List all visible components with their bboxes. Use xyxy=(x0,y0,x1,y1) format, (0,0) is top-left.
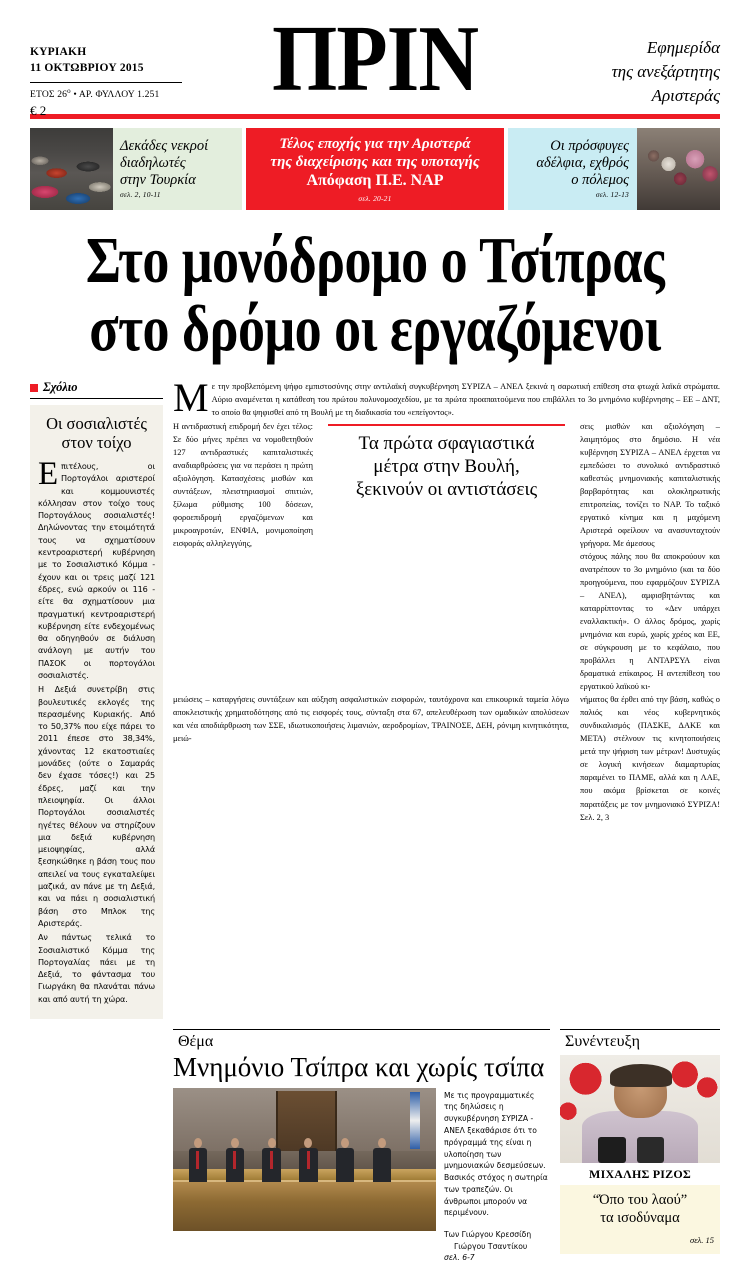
lead-paragraph: Με την προβλεπόμενη ψήφο εμπιστοσύνης στην αντιλαϊκή συγκυβέρνηση ΣΥΡΙΖΑ – ΑΝΕΛ ξεκινά η σαρωτική επίθεση στα φτωχά λαϊκά στρώματα. Αύριο αναμένεται η κατάθεση του πρώτου πολυνομοσχεδίου, με τα πρώτα προαπαιτούμενα που επιβάλλει το 3ο μνημόνιο κυβέρνησης – ΕΕ – ΔΝΤ, το οποίο θα ψηφισθεί από τη Βουλή με τη διαδικασία του «επείγοντος». xyxy=(173,375,720,420)
subheadline xyxy=(328,432,565,502)
teaser-turkey-line-1: Δεκάδες νεκροί xyxy=(120,138,209,155)
commentary-paragraph: Επιτέλους, οι Πορτογάλοι αριστεροί και κομμουνιστές κόλλησαν στον τοίχο τους Πορτογάλους σοσιαλιστές! Δηλώνοντας την ετοιμότητά τους να σχηματίσουν κεντροαριστερή κυβέρνηση με το Σοσιαλιστικό Κόμμα - έχουν και οι τρεις μαζί 121 έδρες, ενώ αρκούν οι 116 - είτε θα σχηματίσουν μια πραγματική κεντροαριστερή κυβέρνηση είτε ενδεχομένως θα οδηγηθούν σε διάλυση ανάλογη με αυτήν του ΠΑΣΟΚ οι πορτογάλοι σοσιαλιστές. xyxy=(38,455,155,680)
theme-kicker-label: Θέμα xyxy=(178,1033,214,1050)
interview-quote-line-2: τα ισοδύναμα xyxy=(600,1209,680,1226)
subheadline-line-1: Τα πρώτα σφαγιαστικά xyxy=(358,433,535,455)
date-label: 11 ΟΚΤΩΒΡΙΟΥ 2015 xyxy=(30,62,144,75)
lead-tail-right xyxy=(580,693,720,823)
issue-year: ΕΤΟΣ 26 xyxy=(30,88,68,100)
parliament-photo xyxy=(173,1088,436,1231)
teaser-refugees-line-2: αδέλφια, εχθρός xyxy=(536,155,629,172)
tagline-line-2: της ανεξάρτητης xyxy=(611,62,720,82)
interview-subject-name: ΜΙΧΑΛΗΣ ΡΙΖΟΣ xyxy=(589,1167,691,1181)
red-square-icon xyxy=(30,384,38,392)
subheadline-line-3: ξεκινούν οι αντιστάσεις xyxy=(355,479,538,501)
teaser-refugees-page-ref: σελ. 12-13 xyxy=(595,189,629,199)
issue-info xyxy=(30,87,205,102)
mp-figure xyxy=(189,1148,207,1182)
turkey-protest-photo xyxy=(30,128,113,210)
lead-article xyxy=(173,375,720,1019)
commentary-title-line-2: στον τοίχο xyxy=(61,433,132,453)
interview-page-ref: σελ. 15 xyxy=(690,1234,714,1245)
lead-tail-text: νήματος θα έρθει από την βάση, καθώς ο παλιός και νέος κυβερνητικός συνδικαλισμός (ΠΑΣΚΕ, ΔΑΚΕ και ΜΕΤΑ) στέλνουν τις κινητοποιήσεις μετά την ψήφιση των μέτρων! Δυστυχώς σε λογική κινήσεων διαμαρτυρίας παραμένει το ΠΑΜΕ, αλλά και η ΛΑΕ, που ακόμα βρίσκεται σε κοινές παρατάξεις με τον μνημονιακό ΣΥΡΙΖΑ! xyxy=(580,695,720,809)
bottom-section xyxy=(30,1029,720,1263)
commentary-kicker-label: Σχόλιο xyxy=(43,380,78,394)
price-label: € 2 xyxy=(30,102,47,118)
theme-kicker xyxy=(173,1029,550,1051)
lead-intro-block xyxy=(173,375,720,420)
main-headline-line-2: στο δρόμο οι εργαζόμενοι xyxy=(89,292,661,366)
interview-kicker-label: Συνέντευξη xyxy=(565,1033,640,1050)
lead-left-column: Η αντιδραστική επιδρομή δεν έχει τέλος: Σε δύο μήνες πρέπει να νομοθετηθούν 127 αντιδραστικές καπιταλιστικές αναδιαρθρώσεις για να περάσει η πρώτη αξιολόγηση. Κατασχέσεις μισθών και συντάξεων, πλειστηριασμοί σπιτιών, ξίλωμα ρύθμισης 100 δόσεων, φοροεπιδρομή εργαζόμενων και μικροαγροτών, ΕΝΦΙΑ, μονιμοποίηση εισφοράς αλληλεγγύης, xyxy=(173,422,313,549)
subheadline-red-rule xyxy=(328,424,565,426)
masthead-left-info xyxy=(30,22,205,119)
commentary-paragraph: Αν πάντως τελικά το Σοσιαλιστικό Κόμμα της Πορτογαλίας πάει με τη Δεξιά, το φάντασμα του Γιωργάκη θα πλανάται πάνω και από αυτή τη χώρα. xyxy=(38,932,155,1004)
main-headline[interactable] xyxy=(30,223,720,385)
commentary-column xyxy=(30,380,163,1019)
microphone-icon xyxy=(598,1137,625,1163)
weekday-label: ΚΥΡΙΑΚΗ xyxy=(30,46,87,58)
tagline-line-3: Αριστεράς xyxy=(651,86,720,106)
theme-caption-text: Με τις προγραμματικές της δηλώσεις η συγκυβέρνηση ΣΥΡΙΖΑ - ΑΝΕΛ ξεκαθάρισε ότι το πρόγραμμά της είναι η υλοποίηση των μνημονιακών δεσμεύσεων. Βασικός στόχος η σωτηρία των τραπεζών. Οι άνθρωποι μπορούν να περιμένουν. xyxy=(444,1090,548,1218)
tagline-line-1: Εφημερίδα xyxy=(646,38,720,57)
teaser-nar-line-1: Τέλος εποχής για την Αριστερά xyxy=(279,136,471,152)
commentary-paragraph: Η Δεξιά συνετρίβη στις βουλευτικές εκλογές της περασμένης Κυριακής. Από το 50,37% που είχε πάρει το 2011 έπεσε στο 38,34%, χάνοντας 12 εκατοστιαίες μονάδες (ούτε ο Σαμαράς δεν έχασε τόσες!) και 25 έδρες, μαζί και την πλειοψηφία. Οι άλλοι Πορτογάλοι σοσιαλιστές ηγέτες θέλουν να στηρίζουν μια δεξιά κυβέρνηση μειοψηφίας, αλλά ξεσηκώθηκε η βάση τους που απειλεί να τους εγκαταλείψει μαζικά, αν πάνε με τη Δεξιά, και να πάει η σοσιαλιστική βάση στο Μπλοκ της Αριστεράς. xyxy=(38,684,155,928)
tsipras-figure xyxy=(373,1148,391,1182)
theme-page-ref: σελ. 6-7 xyxy=(444,1252,475,1262)
teaser-turkey-line-3: στην Τουρκία xyxy=(120,172,196,189)
theme-byline-author-1: Των Γιώργου Κρεσσίδη xyxy=(444,1230,532,1240)
teaser-turkey-line-2: διαδηλωτές xyxy=(120,155,186,172)
commentary-title xyxy=(38,414,155,453)
newspaper-title: ΠΡΙΝ xyxy=(272,7,478,112)
teaser-turkey-text xyxy=(113,134,242,203)
interview-column[interactable] xyxy=(560,1029,720,1263)
lead-right-mid: στόχους πάλης που θα αποκρούουν και ανατρέπουν το 3ο μνημόνιο (και τα δύο προηγούμενα, που εφαρμόζουν ΣΥΡΙΖΑ – ΑΝΕΛ), αμφισβητώντας και καταρρίπτοντας το «Δεν υπάρχει εναλλακτική». Ο άλλος δρόμος, χωρίς μνημόνια και ευρώ, χωρίς χρέος και ΕΕ, σε σύγκρουση με το κεφάλαιο, που προβάλλει η ΑΝΤΑΡΣΥΑ είναι δραματικά επίκαιρος. Η αντεπίθεση του εργατικού λαϊκού κι- xyxy=(580,552,720,692)
issue-year-ordinal: ο xyxy=(67,86,71,95)
lead-right-top: σεις μισθών και αξιολόγηση – λαιμητόμος στο δημόσιο. Η νέα κυβέρνηση ΣΥΡΙΖΑ – ΑΝΕΛ έρχεται να εμπεδώσει το συνολικό αντιδραστικό καθεστώς μνημονιακής καπιταλιστικής βαρβαρότητας και ολοκληρωτικής επιτροπείας, τονίζει το ΝΑΡ. Το ταξικό εργατικό κίνημα και η μαχόμενη Αριστερά οφείλουν να ανασυνταχτούν γρήγορα. Με άμεσους xyxy=(580,422,720,549)
theme-byline xyxy=(444,1229,550,1263)
subheadline-block[interactable] xyxy=(324,420,569,693)
main-headline-line-1: Στο μονόδρομο ο Τσίπρας xyxy=(85,223,665,297)
theme-byline-author-2: Γιώργου Τσαντίκου xyxy=(454,1241,528,1251)
teaser-refugees-line-1: Οι πρόσφυγες xyxy=(550,138,629,155)
greek-flag-icon xyxy=(410,1092,421,1149)
mp-figure xyxy=(299,1148,317,1182)
lead-tail-split xyxy=(173,693,720,823)
teaser-nar-line-3: Απόφαση Π.Ε. ΝΑΡ xyxy=(306,172,444,189)
teaser-refugees-text xyxy=(508,134,637,203)
mp-figure xyxy=(336,1148,354,1182)
interview-quote-box xyxy=(560,1185,720,1254)
michalis-rizos-photo xyxy=(560,1055,720,1163)
subheadline-line-2: μέτρα στην Βουλή, xyxy=(373,456,520,478)
masthead-divider xyxy=(30,82,182,83)
teaser-refugees-line-3: ο πόλεμος xyxy=(571,172,629,189)
mp-figure xyxy=(226,1148,244,1182)
theme-caption xyxy=(444,1088,550,1263)
teaser-turkey-page-ref: σελ. 2, 10-11 xyxy=(120,189,161,199)
lead-right-column xyxy=(580,420,720,693)
masthead-tagline xyxy=(545,22,720,108)
teaser-nar-page-ref: σελ. 20-21 xyxy=(358,194,392,203)
theme-title[interactable]: Μνημόνιο Τσίπρα και χωρίς τσίπα xyxy=(173,1052,545,1082)
parliament-bench-lower xyxy=(173,1180,436,1231)
photo-hair xyxy=(610,1064,672,1088)
mp-figure xyxy=(262,1148,280,1182)
publication-date xyxy=(30,44,205,77)
interview-quote-line-1: “Όπο του λαού” xyxy=(592,1192,688,1208)
commentary-title-line-1: Οι σοσιαλιστές xyxy=(46,414,147,433)
masthead xyxy=(30,0,720,118)
issue-number: • ΑΡ. ΦΥΛΛΟΥ 1.251 xyxy=(70,88,160,100)
theme-row xyxy=(173,1088,550,1263)
commentary-body xyxy=(38,455,155,1005)
teaser-nar-line-2: της διαχείρισης και της υποταγής xyxy=(270,154,480,170)
microphone-icon xyxy=(637,1137,664,1163)
lead-full-run: μειώσεις – καταργήσεις συντάξεων και αύξηση ασφαλιστικών εισφορών, ταυτόχρονα και επικουρικά ταμεία λόγω αποκλειστικής χρηματοδότησης από τις εισφορές τους, σύνταξη στα 67, απελευθέρωση των ομαδικών απολύσεων και νέα αποδιάρθρωση των ΣΣΕ, ιδιωτικοποιήσεις λιμανιών, αεροδρομίων, ΤΡΑΙΝΟΣΕ, ΔΕΗ, ρόνιμη κινητικότητα, μειώ- xyxy=(173,695,569,744)
teaser-strip xyxy=(30,128,720,210)
teaser-turkey[interactable] xyxy=(30,128,242,210)
lead-middle-split xyxy=(173,420,720,693)
lead-tail-page-ref: Σελ. 2, 3 xyxy=(580,812,610,822)
teaser-refugees[interactable] xyxy=(508,128,720,210)
content-area xyxy=(30,375,720,1019)
refugees-photo xyxy=(637,128,720,210)
commentary-box[interactable] xyxy=(30,405,163,1019)
teaser-nar[interactable] xyxy=(246,128,503,210)
interview-kicker xyxy=(560,1029,720,1051)
theme-article xyxy=(173,1029,550,1263)
